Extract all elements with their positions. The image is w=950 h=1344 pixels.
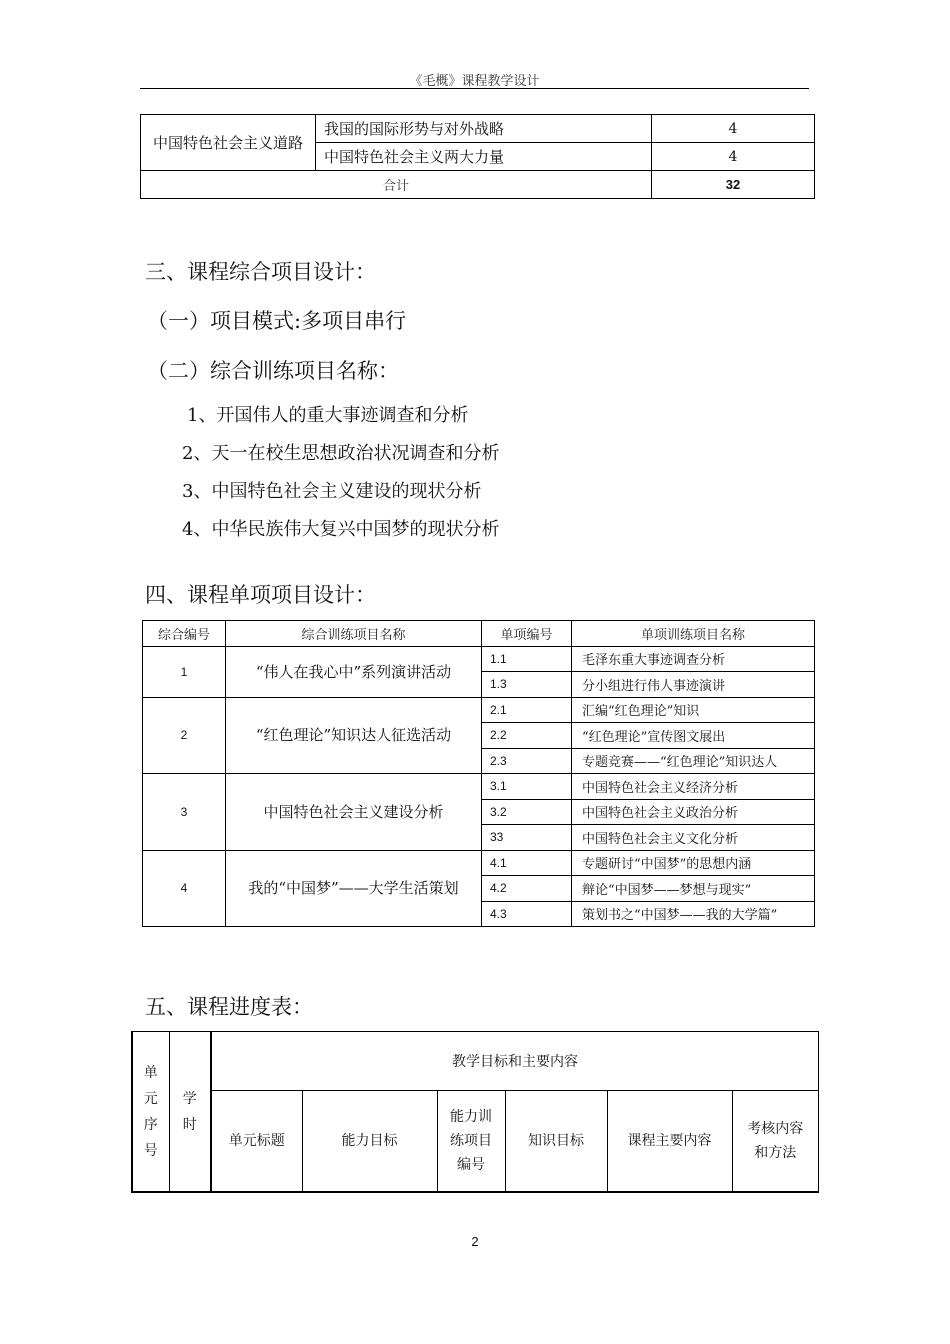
section3-title: 三、课程综合项目设计： xyxy=(145,260,376,284)
project-mode: （一）项目模式:多项目串行 xyxy=(147,309,407,333)
col-unit-header xyxy=(132,1032,169,1193)
col-unit-text: 单元序号 xyxy=(143,1064,158,1159)
group-name: “红色理论”知识达人征选活动 xyxy=(226,697,482,774)
table-row xyxy=(143,850,815,876)
table-header-row xyxy=(143,621,815,647)
table-row xyxy=(143,646,815,672)
sub-id: 3.1 xyxy=(482,774,572,800)
group-id: 1 xyxy=(143,646,226,697)
total-value: 32 xyxy=(652,171,815,199)
col-header: 综合编号 xyxy=(143,621,226,647)
sub-name: 毛泽东重大事迹调查分析 xyxy=(572,646,815,672)
col-header: 单项编号 xyxy=(482,621,572,647)
col-header: 课程主要内容 xyxy=(607,1091,732,1193)
header-rule xyxy=(140,88,809,89)
hours-cell: 4 xyxy=(652,143,815,171)
sub-name: 辩论“中国梦——梦想与现实” xyxy=(572,876,815,902)
sub-name: 专题研讨“中国梦”的思想内涵 xyxy=(572,850,815,876)
sub-id: 2.3 xyxy=(482,748,572,774)
sub-name: “红色理论”宣传图文展出 xyxy=(572,723,815,749)
sub-name: 中国特色社会主义政治分析 xyxy=(572,799,815,825)
project-names-title: （二）综合训练项目名称： xyxy=(147,359,399,383)
col-header: 综合训练项目名称 xyxy=(226,621,482,647)
sub-name: 汇编“红色理论”知识 xyxy=(572,697,815,723)
col-header: 能力目标 xyxy=(302,1091,437,1193)
sub-id: 3.2 xyxy=(482,799,572,825)
group-name: “伟人在我心中”系列演讲活动 xyxy=(226,646,482,697)
hours-cell: 4 xyxy=(652,115,815,143)
topic-cell: 中国特色社会主义两大力量 xyxy=(316,143,652,171)
sub-id: 1.3 xyxy=(482,672,572,698)
table-subheader-row xyxy=(132,1091,819,1193)
col-header: 知识目标 xyxy=(505,1091,607,1193)
sub-id: 4.2 xyxy=(482,876,572,902)
main-content-header: 教学目标和主要内容 xyxy=(211,1032,819,1091)
col-header: 单元标题 xyxy=(211,1091,302,1193)
col-hours-header xyxy=(169,1032,211,1193)
group-name: 我的“中国梦”——大学生活策划 xyxy=(226,850,482,927)
table-row xyxy=(143,774,815,800)
col-header: 单项训练项目名称 xyxy=(572,621,815,647)
group-name: 中国特色社会主义建设分析 xyxy=(226,774,482,851)
total-row xyxy=(141,171,815,199)
col-header-text: 能力训练项目编号 xyxy=(450,1109,492,1173)
section5-title: 五、课程进度表： xyxy=(145,995,313,1019)
col-hours-text: 学时 xyxy=(182,1090,197,1133)
schedule-table xyxy=(131,1031,819,1193)
col-header-text: 考核内容和方法 xyxy=(747,1121,804,1161)
hours-table xyxy=(140,114,815,199)
topic-cell: 我国的国际形势与对外战略 xyxy=(316,115,652,143)
table-header-row xyxy=(132,1032,819,1091)
sub-name: 中国特色社会主义经济分析 xyxy=(572,774,815,800)
table-row xyxy=(143,697,815,723)
list-item: 2、天一在校生思想政治状况调查和分析 xyxy=(182,443,500,464)
sub-name: 分小组进行伟人事迹演讲 xyxy=(572,672,815,698)
col-header xyxy=(437,1091,505,1193)
list-item: 1、开国伟人的重大事迹调查和分析 xyxy=(187,405,469,426)
page-header: 《毛概》课程教学设计 xyxy=(409,74,540,89)
sub-id: 33 xyxy=(482,825,572,851)
sub-id: 2.1 xyxy=(482,697,572,723)
sub-id: 1.1 xyxy=(482,646,572,672)
sub-name: 专题竞赛——“红色理论”知识达人 xyxy=(572,748,815,774)
single-project-table xyxy=(142,620,815,927)
group-id: 2 xyxy=(143,697,226,774)
list-item: 3、中国特色社会主义建设的现状分析 xyxy=(182,481,482,502)
sub-id: 2.2 xyxy=(482,723,572,749)
section4-title: 四、课程单项项目设计： xyxy=(145,583,376,607)
sub-name: 中国特色社会主义文化分析 xyxy=(572,825,815,851)
list-item: 4、中华民族伟大复兴中国梦的现状分析 xyxy=(182,519,500,540)
sub-id: 4.3 xyxy=(482,901,572,927)
page-number: 2 xyxy=(471,1234,479,1249)
group-label: 中国特色社会主义道路 xyxy=(141,115,316,171)
group-id: 3 xyxy=(143,774,226,851)
total-label: 合计 xyxy=(141,171,652,199)
table-row xyxy=(141,115,815,143)
sub-id: 4.1 xyxy=(482,850,572,876)
group-id: 4 xyxy=(143,850,226,927)
sub-name: 策划书之“中国梦——我的大学篇” xyxy=(572,901,815,927)
col-header xyxy=(732,1091,819,1193)
